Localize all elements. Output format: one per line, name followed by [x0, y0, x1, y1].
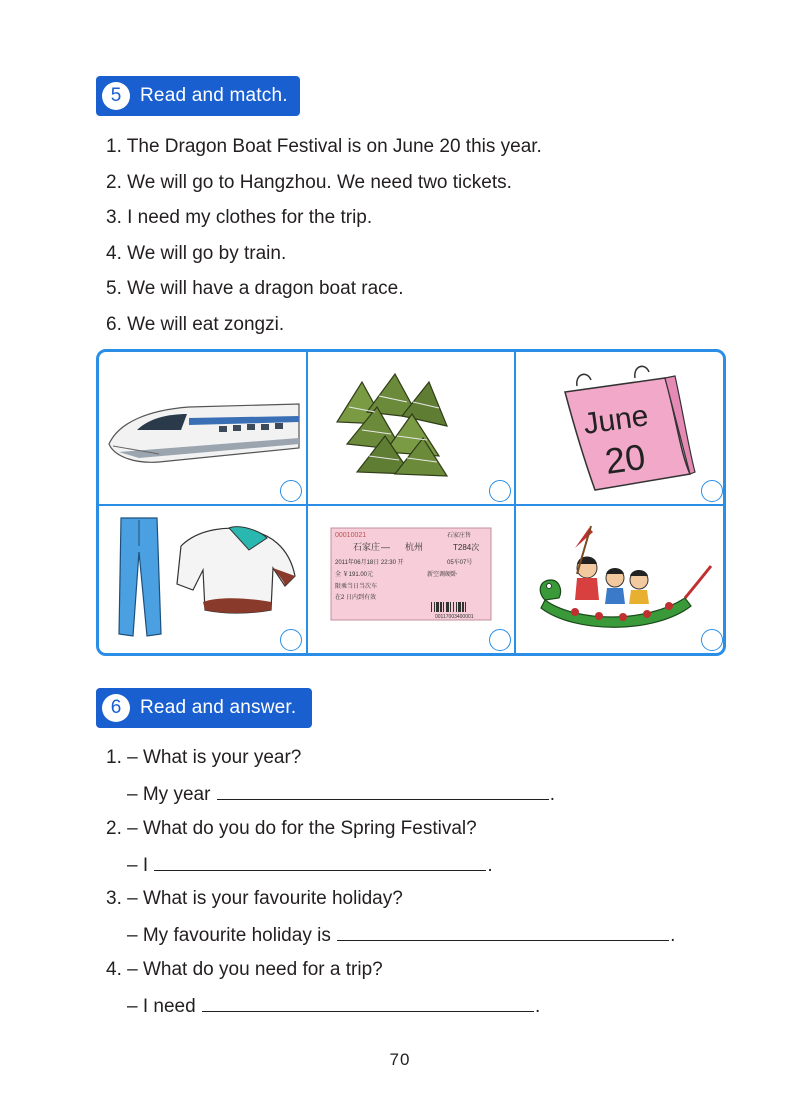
barcode-stripe	[446, 602, 449, 612]
answer-1	[127, 781, 555, 807]
barcode-stripe	[436, 602, 439, 612]
barcode-stripe	[450, 602, 451, 612]
ticket-line3: 限乘当日当次车	[335, 584, 378, 590]
ticket-icon	[307, 506, 514, 656]
barcode-stripe	[465, 602, 466, 612]
answer-4	[127, 993, 540, 1019]
match-sentence-6: 6. We will eat zongzi.	[106, 314, 285, 335]
barcode-stripe	[453, 602, 454, 612]
picture-grid	[96, 349, 726, 656]
calendar-icon	[515, 352, 726, 504]
answer-3-end: .	[670, 925, 676, 946]
section-6-title: Read and answer.	[140, 697, 297, 718]
match-sentence-1: 1. The Dragon Boat Festival is on June 20 this year.	[106, 136, 542, 157]
question-2: 2. – What do you do for the Spring Festival?	[106, 818, 477, 839]
answer-4-end: .	[534, 996, 541, 1017]
ticket-price: 全 ￥191.00元	[335, 572, 374, 578]
zongzi-icon	[307, 352, 514, 504]
barcode-stripe	[456, 602, 457, 612]
match-sentence-3: 3. I need my clothes for the trip.	[106, 207, 373, 228]
answer-4-prefix: – I need	[127, 996, 196, 1017]
answer-2-end: .	[487, 855, 493, 876]
match-circle[interactable]	[489, 629, 511, 651]
barcode-stripe	[440, 602, 442, 612]
calendar-picture	[515, 352, 726, 504]
answer-3	[127, 922, 675, 948]
barcode-stripe	[443, 602, 444, 612]
dragon-boat-icon	[515, 506, 726, 656]
clothes-icon	[99, 506, 306, 656]
zongzi-picture	[307, 352, 514, 504]
barcode-stripe	[431, 602, 432, 612]
match-circle[interactable]	[701, 480, 723, 502]
barcode-stripe	[462, 602, 464, 612]
match-sentence-4: 4. We will go by train.	[106, 243, 287, 264]
match-sentence-5: 5. We will have a dragon boat race.	[106, 278, 404, 299]
answer-2-prefix: – I	[127, 855, 149, 876]
question-3: 3. – What is your favourite holiday?	[106, 888, 403, 909]
ticket-line4: 在2 日内到有效	[335, 595, 377, 601]
ticket-issuer: 石家庄售	[447, 533, 472, 539]
answer-1-blank[interactable]	[217, 781, 549, 800]
svg-text:—: —	[381, 542, 390, 552]
answer-3-prefix: – My favourite holiday is	[127, 925, 331, 946]
calendar-month: June	[581, 399, 651, 441]
barcode-stripe	[458, 602, 461, 612]
section-6-number: 6	[102, 694, 130, 722]
section-5-number: 5	[102, 82, 130, 110]
barcode-stripe	[434, 602, 435, 612]
answer-2	[127, 852, 493, 878]
ticket-seat: 新空调硬卧	[427, 572, 458, 578]
match-sentence-2: 2. We will go to Hangzhou. We need two tickets.	[106, 172, 512, 193]
match-circle[interactable]	[280, 480, 302, 502]
ticket-picture	[307, 506, 514, 656]
dragon-boat-picture	[515, 506, 726, 656]
question-4: 4. – What do you need for a trip?	[106, 959, 383, 980]
train-picture	[99, 352, 306, 504]
ticket-serial: 00010021	[335, 532, 367, 539]
section-6-header	[96, 688, 312, 728]
match-circle[interactable]	[701, 629, 723, 651]
answer-1-prefix: – My year	[127, 784, 211, 805]
answer-4-blank[interactable]	[202, 993, 534, 1012]
calendar-day: 20	[602, 435, 648, 482]
ticket-car: 05车07号	[447, 560, 473, 566]
train-icon	[99, 352, 306, 504]
ticket-to: 杭州	[405, 542, 424, 552]
page-number: 70	[389, 1050, 411, 1069]
section-5-header	[96, 76, 300, 116]
answer-1-end: .	[549, 784, 555, 805]
question-1: 1. – What is your year?	[106, 747, 302, 768]
answer-3-blank[interactable]	[337, 922, 669, 941]
ticket-from: 石家庄	[353, 542, 381, 552]
answer-2-blank[interactable]	[154, 852, 486, 871]
section-5-title: Read and match.	[140, 85, 288, 106]
match-circle[interactable]	[489, 480, 511, 502]
match-circle[interactable]	[280, 629, 302, 651]
clothes-picture	[99, 506, 306, 656]
ticket-date: 2011年06月18日 22:30 开	[335, 560, 404, 566]
ticket-train: T284次	[453, 543, 480, 552]
ticket-barcode-number: 00117003400001	[435, 614, 474, 620]
